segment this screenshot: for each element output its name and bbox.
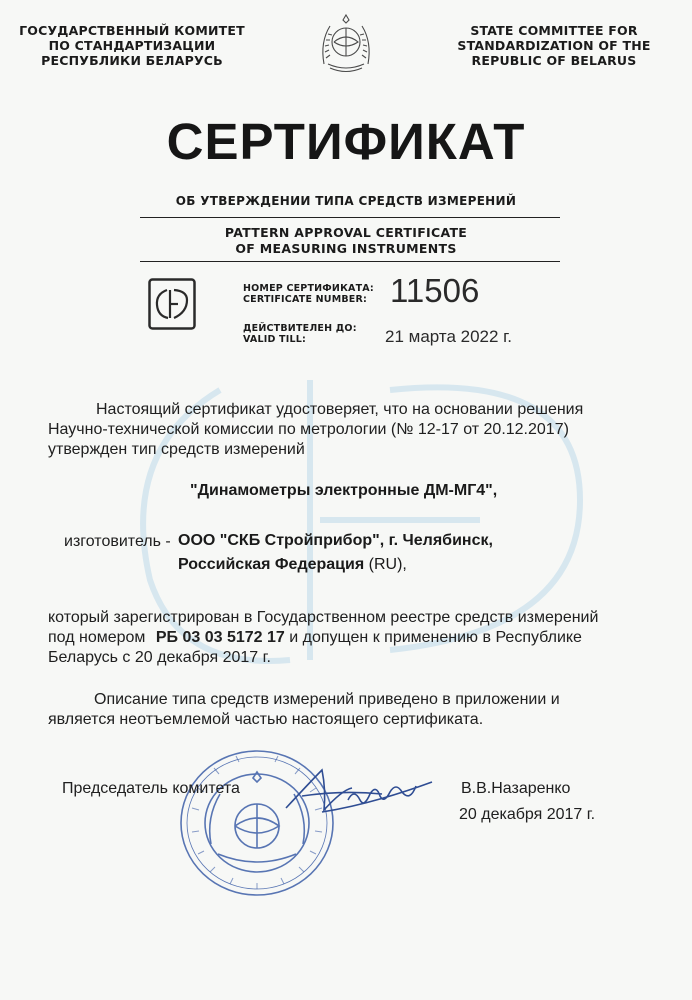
header-right-line: STANDARDIZATION OF THE [457,38,651,53]
cert-number-label-ru: НОМЕР СЕРТИФИКАТА: [243,283,374,294]
header-right-line: STATE COMMITTEE FOR [470,23,638,38]
intro-line: утвержден тип средств измерений [48,441,305,458]
intro-line: Научно-технической комиссии по метрологии (№ 12-17 от 20.12.2017) [48,421,569,438]
valid-till-date: 21 марта 2022 г. [385,327,513,346]
description-line: является неотъемлемой частью настоящего сертификата. [48,711,484,728]
cert-number-label-en: CERTIFICATE NUMBER: [243,294,368,305]
manufacturer-label: изготовитель - [64,533,171,550]
certificate-title: СЕРТИФИКАТ [166,113,526,170]
manufacturer-line-country [178,553,493,577]
header-right-line: REPUBLIC OF BELARUS [471,53,637,68]
header-right [438,23,670,68]
signature-date: 20 декабря 2017 г. [459,806,596,823]
manufacturer-name [178,529,493,577]
signature-icon [282,760,442,820]
description-paragraph [48,690,668,730]
title-divider [140,217,560,218]
certificate-subtitle: ОБ УТВЕРЖДЕНИИ ТИПА СРЕДСТВ ИЗМЕРЕНИЙ [175,194,517,208]
description-line: Описание типа средств измерений приведено в приложении и [94,691,560,708]
pattern-approval-title [0,225,692,257]
manufacturer-country-code: (RU), [364,556,407,573]
chairman-name: В.В.Назаренко [461,780,571,797]
gosstandart-logo-icon [148,278,196,330]
instrument-name: "Динамометры электронные ДМ-МГ4", [190,482,498,499]
valid-till-label-en: VALID TILL: [243,334,306,345]
registration-number: РБ 03 03 5172 17 [155,629,285,646]
registration-suffix: и допущен к применению в Республике [284,629,582,646]
cert-number-label [243,283,374,305]
header-left-line: РЕСПУБЛИКИ БЕЛАРУСЬ [41,53,223,68]
valid-till-label-ru: ДЕЙСТВИТЕЛЕН ДО: [243,323,357,334]
registration-line: который зарегистрирован в Государственном реестре средств измерений [48,609,599,626]
manufacturer-line: ООО "СКБ Стройприбор", г. Челябинск, [178,532,493,549]
header-left [18,23,246,68]
belarus-emblem-icon [316,12,376,76]
pattern-line: PATTERN APPROVAL CERTIFICATE [224,225,468,240]
manufacturer-country: Российская Федерация [178,556,365,573]
pattern-divider [140,261,560,262]
certificate-number: 11506 [390,272,480,309]
valid-till-label [243,323,357,345]
registration-paragraph [48,608,668,668]
header-left-line: ГОСУДАРСТВЕННЫЙ КОМИТЕТ [19,23,245,38]
registration-line-number [48,628,668,648]
pattern-line: OF MEASURING INSTRUMENTS [235,241,457,256]
registration-prefix: под номером [48,629,146,646]
registration-line: Беларусь с 20 декабря 2017 г. [48,649,271,666]
intro-paragraph [48,400,648,460]
header-left-line: ПО СТАНДАРТИЗАЦИИ [48,38,216,53]
intro-line: Настоящий сертификат удостоверяет, что на основании решения [96,401,584,418]
chairman-role: Председатель комитета [62,780,240,797]
